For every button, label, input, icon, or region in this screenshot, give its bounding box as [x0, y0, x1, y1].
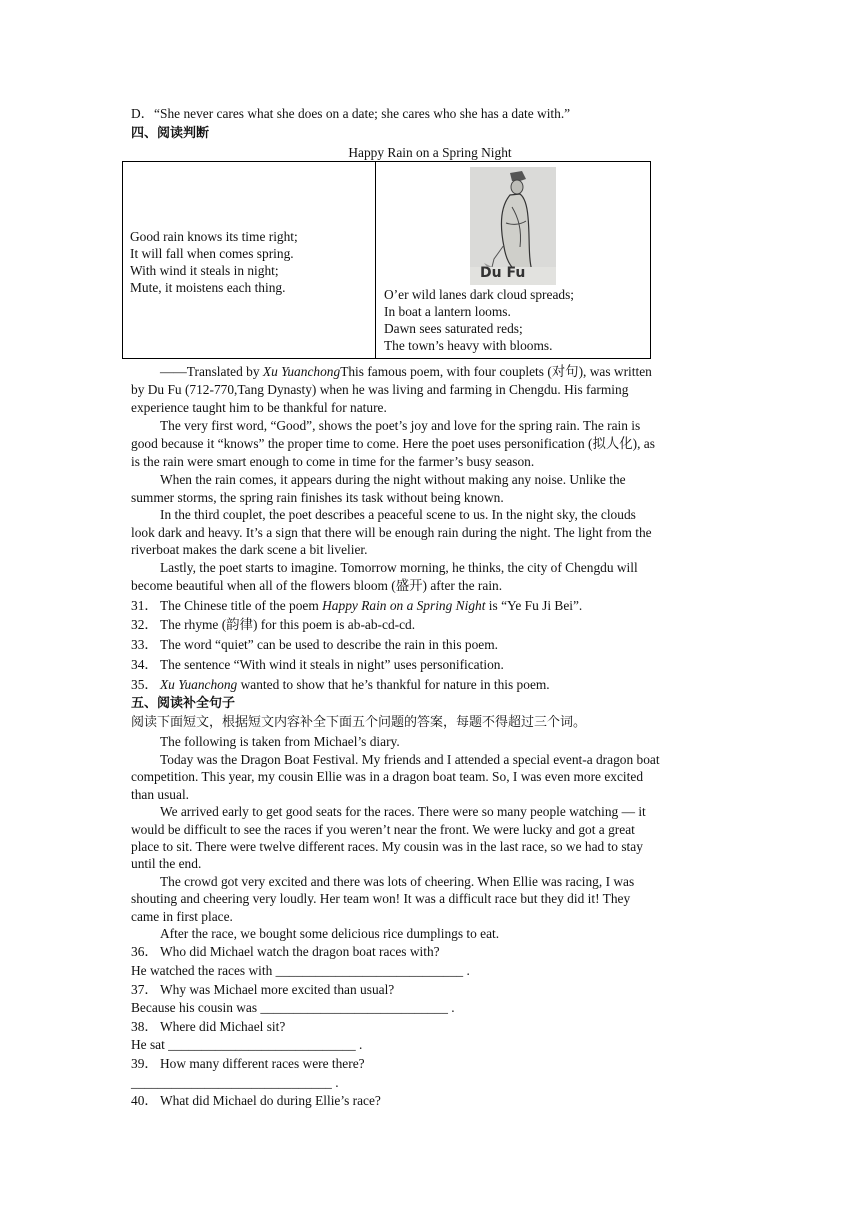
- diary-line: place to sit. There were twelve different races. My cousin was in the last race, so we had to stay: [131, 839, 643, 854]
- diary-line: would be difficult to see the races if you weren’t near the front. We were lucky and got a great: [131, 822, 635, 837]
- passage-line: good because it “knows” the proper time to come. Here the poet uses personification (拟人化), as: [131, 436, 655, 451]
- question-number: 34．: [131, 657, 158, 672]
- diary-line: competition. This year, my cousin Ellie was in a dragon boat team. So, I was even more excited: [131, 769, 644, 784]
- passage-line: Lastly, the poet starts to imagine. Tomorrow morning, he thinks, the city of Chengdu will: [160, 560, 638, 575]
- poem-line: It will fall when comes spring.: [130, 246, 294, 261]
- question-number: 36．: [131, 944, 158, 959]
- diary-line: came in first place.: [131, 909, 233, 924]
- poem-line: With wind it steals in night;: [130, 263, 279, 278]
- question-number: 40．: [131, 1093, 158, 1108]
- question-text: The Chinese title of the poem: [160, 598, 323, 613]
- question-33: [131, 636, 498, 653]
- diary-line: After the race, we bought some delicious rice dumplings to eat.: [160, 926, 500, 941]
- diary-line: Today was the Dragon Boat Festival. My friends and I attended a special event-a dragon boat: [160, 752, 660, 767]
- question-number: 31．: [131, 598, 158, 613]
- passage-line: summer storms, the spring rain finishes its task without being known.: [131, 490, 504, 505]
- passage-line: When the rain comes, it appears during the night without making any noise. Unlike the: [160, 472, 626, 487]
- section-4-heading: 四、阅读判断: [131, 126, 210, 141]
- question-text: Who did Michael watch the dragon boat races with?: [160, 944, 440, 959]
- question-text: wanted to show that he’s thankful for nature in this poem.: [237, 677, 550, 692]
- diary-line: The following is taken from Michael’s diary.: [160, 734, 400, 749]
- table-divider: [375, 162, 376, 358]
- poem-line: Good rain knows its time right;: [130, 229, 298, 244]
- question-39: [131, 1055, 365, 1072]
- passage-line: by Du Fu (712-770,Tang Dynasty) when he was living and farming in Chengdu. His farming: [131, 382, 629, 397]
- passage-line: [160, 363, 652, 380]
- diary-line: than usual.: [131, 787, 190, 802]
- question-36: [131, 943, 440, 960]
- answer-37-blank[interactable]: Because his cousin was ____________________________ .: [131, 1000, 455, 1015]
- answer-38-blank[interactable]: He sat ____________________________ .: [131, 1037, 363, 1052]
- question-text: Why was Michael more excited than usual?: [160, 982, 395, 997]
- poem-line: Dawn sees saturated reds;: [384, 321, 523, 336]
- diary-line: shouting and cheering very loudly. Her team won! It was a difficult race but they did it! They: [131, 891, 631, 906]
- question-38: [131, 1018, 285, 1035]
- passage-text: This famous poem, with four couplets (对句), was written: [340, 364, 652, 379]
- question-number: 33．: [131, 637, 158, 652]
- passage-line: The very first word, “Good”, shows the poet’s joy and love for the spring rain. The rain is: [160, 418, 641, 433]
- translator-name: Xu Yuanchong: [262, 364, 341, 379]
- diary-line: The crowd got very excited and there was lots of cheering. When Ellie was racing, I was: [160, 874, 635, 889]
- question-text: The rhyme (韵律) for this poem is ab-ab-cd-cd.: [160, 617, 416, 632]
- passage-line: look dark and heavy. It’s a sign that there will be enough rain during the night. The light from the: [131, 525, 652, 540]
- question-35: [131, 676, 550, 693]
- poem-table: [122, 161, 651, 359]
- answer-36-blank[interactable]: He watched the races with ____________________________ .: [131, 963, 470, 978]
- question-34: [131, 656, 504, 673]
- question-32: [131, 616, 415, 633]
- poem-line: Mute, it moistens each thing.: [130, 280, 286, 295]
- passage-line: become beautiful when all of the flowers bloom (盛开) after the rain.: [131, 578, 503, 593]
- question-text: How many different races were there?: [160, 1056, 365, 1071]
- passage-line: In the third couplet, the poet describes a peaceful scene to us. In the night sky, the clouds: [160, 507, 636, 522]
- question-31: [131, 597, 582, 614]
- diary-line: until the end.: [131, 856, 202, 871]
- question-number: 39．: [131, 1056, 158, 1071]
- poem-line: O’er wild lanes dark cloud spreads;: [384, 287, 575, 302]
- section-5-instruction: 阅读下面短文，根据短文内容补全下面五个问题的答案，每题不得超过三个词。: [131, 715, 587, 730]
- poem-line: The town’s heavy with blooms.: [384, 338, 553, 353]
- diary-line: We arrived early to get good seats for the races. There were so many people watching — it: [160, 804, 646, 819]
- passage-line: experience taught him to be thankful for nature.: [131, 400, 387, 415]
- question-text: is “Ye Fu Ji Bei”.: [485, 598, 583, 613]
- poem-title: Happy Rain on a Spring Night: [348, 145, 512, 160]
- option-d: D．“She never cares what she does on a date; she cares who she has a date with.”: [131, 106, 571, 121]
- poem-line: In boat a lantern looms.: [384, 304, 511, 319]
- du-fu-portrait-image: [470, 167, 556, 285]
- question-number: 38．: [131, 1019, 158, 1034]
- portrait-caption: Du Fu: [480, 265, 526, 281]
- question-text: Where did Michael sit?: [160, 1019, 286, 1034]
- poem-title-italic: Happy Rain on a Spring Night: [322, 598, 486, 613]
- question-number: 32．: [131, 617, 158, 632]
- question-text: The sentence “With wind it steals in night” uses personification.: [160, 657, 504, 672]
- question-37: [131, 981, 394, 998]
- passage-line: riverboat makes the dark scene a bit livelier.: [131, 542, 368, 557]
- question-text: The word “quiet” can be used to describe the rain in this poem.: [160, 637, 499, 652]
- question-number: 37．: [131, 982, 158, 997]
- passage-line: is the rain were smart enough to come in time for the farmer’s busy season.: [131, 454, 535, 469]
- translator-name: Xu Yuanchong: [160, 677, 238, 692]
- answer-39-blank[interactable]: ______________________________ .: [131, 1075, 339, 1090]
- question-text: What did Michael do during Ellie’s race?: [160, 1093, 381, 1108]
- section-5-heading: 五、阅读补全句子: [131, 696, 236, 711]
- question-number: 35．: [131, 677, 158, 692]
- question-40: [131, 1092, 381, 1109]
- translated-by-text: ——Translated by: [160, 364, 263, 379]
